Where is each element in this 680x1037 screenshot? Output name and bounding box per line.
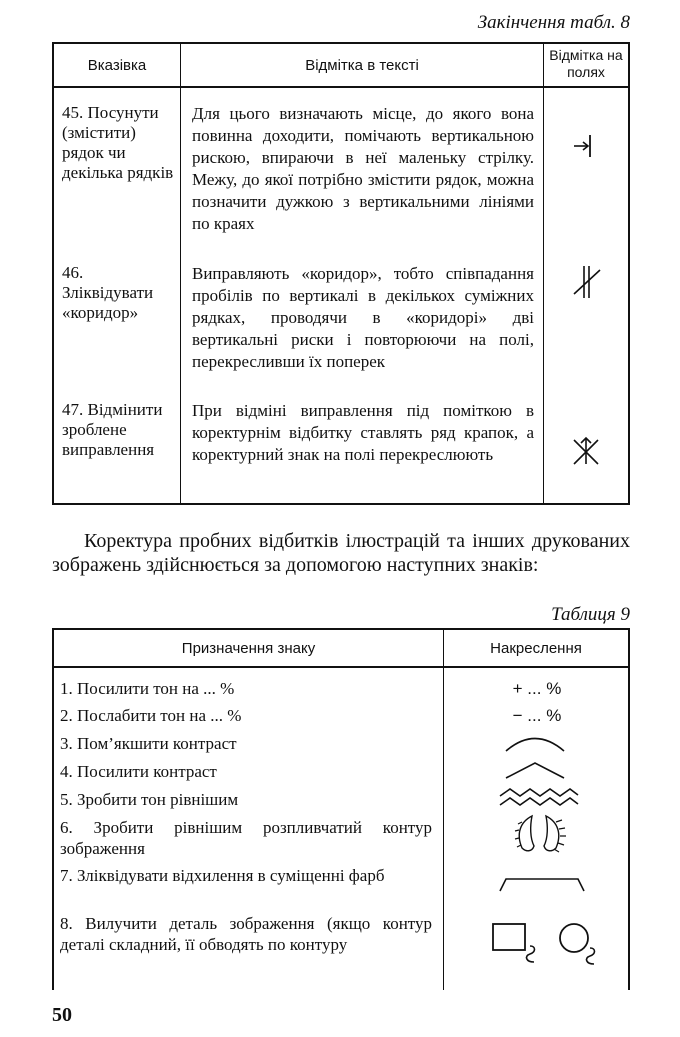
purpose-1: 1. Посилити тон на ... % (60, 679, 235, 698)
soft-arc-icon (500, 732, 570, 754)
sharp-peak-icon (500, 760, 570, 782)
instruction-45: 45. Посунути (змістити) рядок чи декілька рядків (62, 103, 174, 182)
table-caption-9: Таблиця 9 (551, 604, 630, 625)
header-purpose: Призначення знаку (181, 640, 316, 657)
crossed-arrow-dots-icon (566, 430, 606, 470)
text-47: При відміні виправлення під поміткою в коректурнім відбитку ставлять ряд крапок, а коректурний знак на полі перекреслюють (192, 401, 534, 464)
purpose-6: 6. Зробити рівнішим розпливчатий контур зображення (60, 818, 432, 858)
body-paragraph: Коректура пробних відбитків ілюстрацій та інших друкованих зображень здійснюється за допомогою наступних знаків: (52, 530, 630, 576)
purpose-5: 5. Зробити тон рівнішим (60, 790, 239, 809)
symbol-2: − ... % (512, 706, 562, 725)
remove-detail-icon (490, 918, 610, 968)
crossed-double-bar-icon (570, 262, 604, 302)
purpose-8: 8. Вилучити деталь зображення (якщо контур деталі складний, її обводять по контуру (60, 914, 432, 954)
header-drawing: Накреслення (490, 640, 582, 657)
header-mark-on-margin: Відмітка на полях (549, 47, 623, 80)
double-zigzag-icon (496, 786, 580, 810)
bracket-line-icon (496, 874, 588, 894)
blurred-contour-icon (510, 812, 570, 856)
instruction-46: 46. Зліквідувати «коридор» (62, 263, 154, 322)
purpose-3: 3. Пом’якшити контраст (60, 734, 237, 753)
instruction-47: 47. Відмінити зроблене виправлення (62, 400, 163, 459)
page-number: 50 (52, 1004, 72, 1026)
purpose-7: 7. Зліквідувати відхилення в суміщенні фарб (60, 866, 385, 885)
symbol-1: + ... % (512, 679, 562, 698)
text-45: Для цього визначають місце, до якого вона повинна доходити, помічають вертикальною рискою, впираючи в неї маленьку стрілку. Межу, до якої потрібно змістити рядок, можна позначити дужкою з вертикальними лініями по краях (192, 104, 534, 233)
purpose-4: 4. Посилити контраст (60, 762, 217, 781)
arrow-to-bar-icon (570, 133, 600, 159)
header-mark-in-text: Відмітка в тексті (305, 57, 419, 74)
table-caption: Закінчення табл. 8 (477, 12, 630, 33)
text-46: Виправляють «коридор», тобто співпадання пробілів по вертикалі в декількох суміжних рядках, проводячи в «коридорі» дві вертикальні риски і повторюючи на полі, перекресливши їх поперек (192, 264, 534, 371)
header-instruction: Вказівка (87, 57, 147, 74)
purpose-2: 2. Послабити тон на ... % (60, 706, 242, 725)
